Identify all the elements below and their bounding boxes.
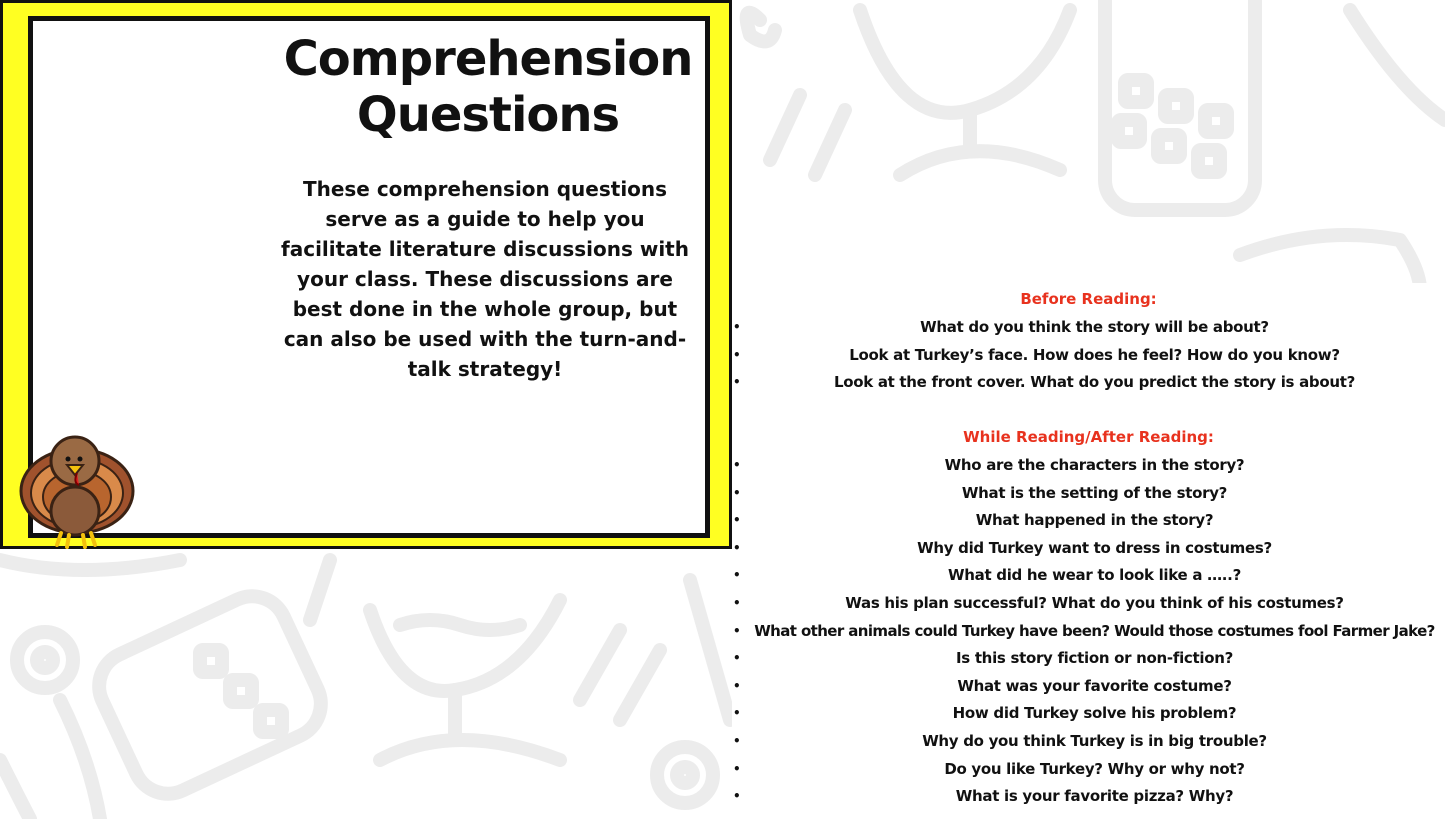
turkey-clipart-icon (15, 421, 139, 551)
list-item: • What was your favorite costume? (732, 673, 1445, 701)
while-reading-heading: While Reading/After Reading: (963, 428, 1214, 446)
globe-doodle (860, 10, 1070, 113)
bullet: • (733, 320, 741, 334)
bullet: • (733, 458, 741, 472)
list-item: • What happened in the story? (732, 507, 1445, 535)
slide-frame (0, 0, 732, 549)
calculator-doodle-bottom (88, 585, 333, 805)
bullet: • (733, 623, 741, 638)
questions-panel (732, 283, 1445, 819)
bullet: • (733, 678, 741, 693)
list-item: • Do you like Turkey? Why or why not? (732, 756, 1445, 784)
slide-title-line-2: Questions (356, 87, 620, 143)
list-item: • What did he wear to look like a …..? (732, 562, 1445, 590)
list-item: • Is this story fiction or non-fiction? (732, 645, 1445, 673)
list-item: • Was his plan successful? What do you think of his costumes? (732, 590, 1445, 618)
bullet: • (733, 761, 741, 776)
list-item: • What do you think the story will be about? (732, 314, 1445, 342)
bullet: • (733, 706, 741, 721)
list-item: • Why did Turkey want to dress in costumes? (732, 535, 1445, 563)
list-item: • Look at Turkey’s face. How does he feel? How do you know? (732, 342, 1445, 370)
slide-title (278, 31, 698, 143)
list-item: • Why do you think Turkey is in big trouble? (732, 728, 1445, 756)
bowl-doodle (370, 600, 560, 691)
list-item: • Look at the front cover. What do you predict the story is about? (732, 369, 1445, 397)
bullet: • (733, 375, 741, 390)
bullet: • (733, 485, 741, 500)
list-item: • What is your favorite pizza? Why? (732, 783, 1445, 811)
list-item: • How did Turkey solve his problem? (732, 700, 1445, 728)
list-item: • Who are the characters in the story? (732, 452, 1445, 480)
bullet: • (733, 568, 741, 583)
slide-description: These comprehension questions serve as a guide to help you facilitate literature discussions with your class. These discussions are best done in the whole group, but can also be used with the turn-and-talk strategy! (281, 177, 689, 381)
pencil-doodle (770, 95, 845, 175)
bullet: • (733, 789, 741, 804)
bullet: • (733, 540, 741, 555)
list-item: • What other animals could Turkey have been? Would those costumes fool Farmer Jake? (732, 618, 1445, 646)
before-reading-heading: Before Reading: (1020, 290, 1157, 308)
bullet: • (733, 347, 741, 362)
bullet: • (733, 733, 741, 748)
list-item: • What is the setting of the story? (732, 480, 1445, 508)
bullet: • (733, 595, 741, 610)
before-reading-list (732, 314, 1445, 397)
bullet: • (733, 513, 741, 528)
slide-title-line-1: Comprehension (283, 31, 693, 87)
while-reading-list (732, 452, 1445, 811)
bullet: • (733, 651, 741, 666)
